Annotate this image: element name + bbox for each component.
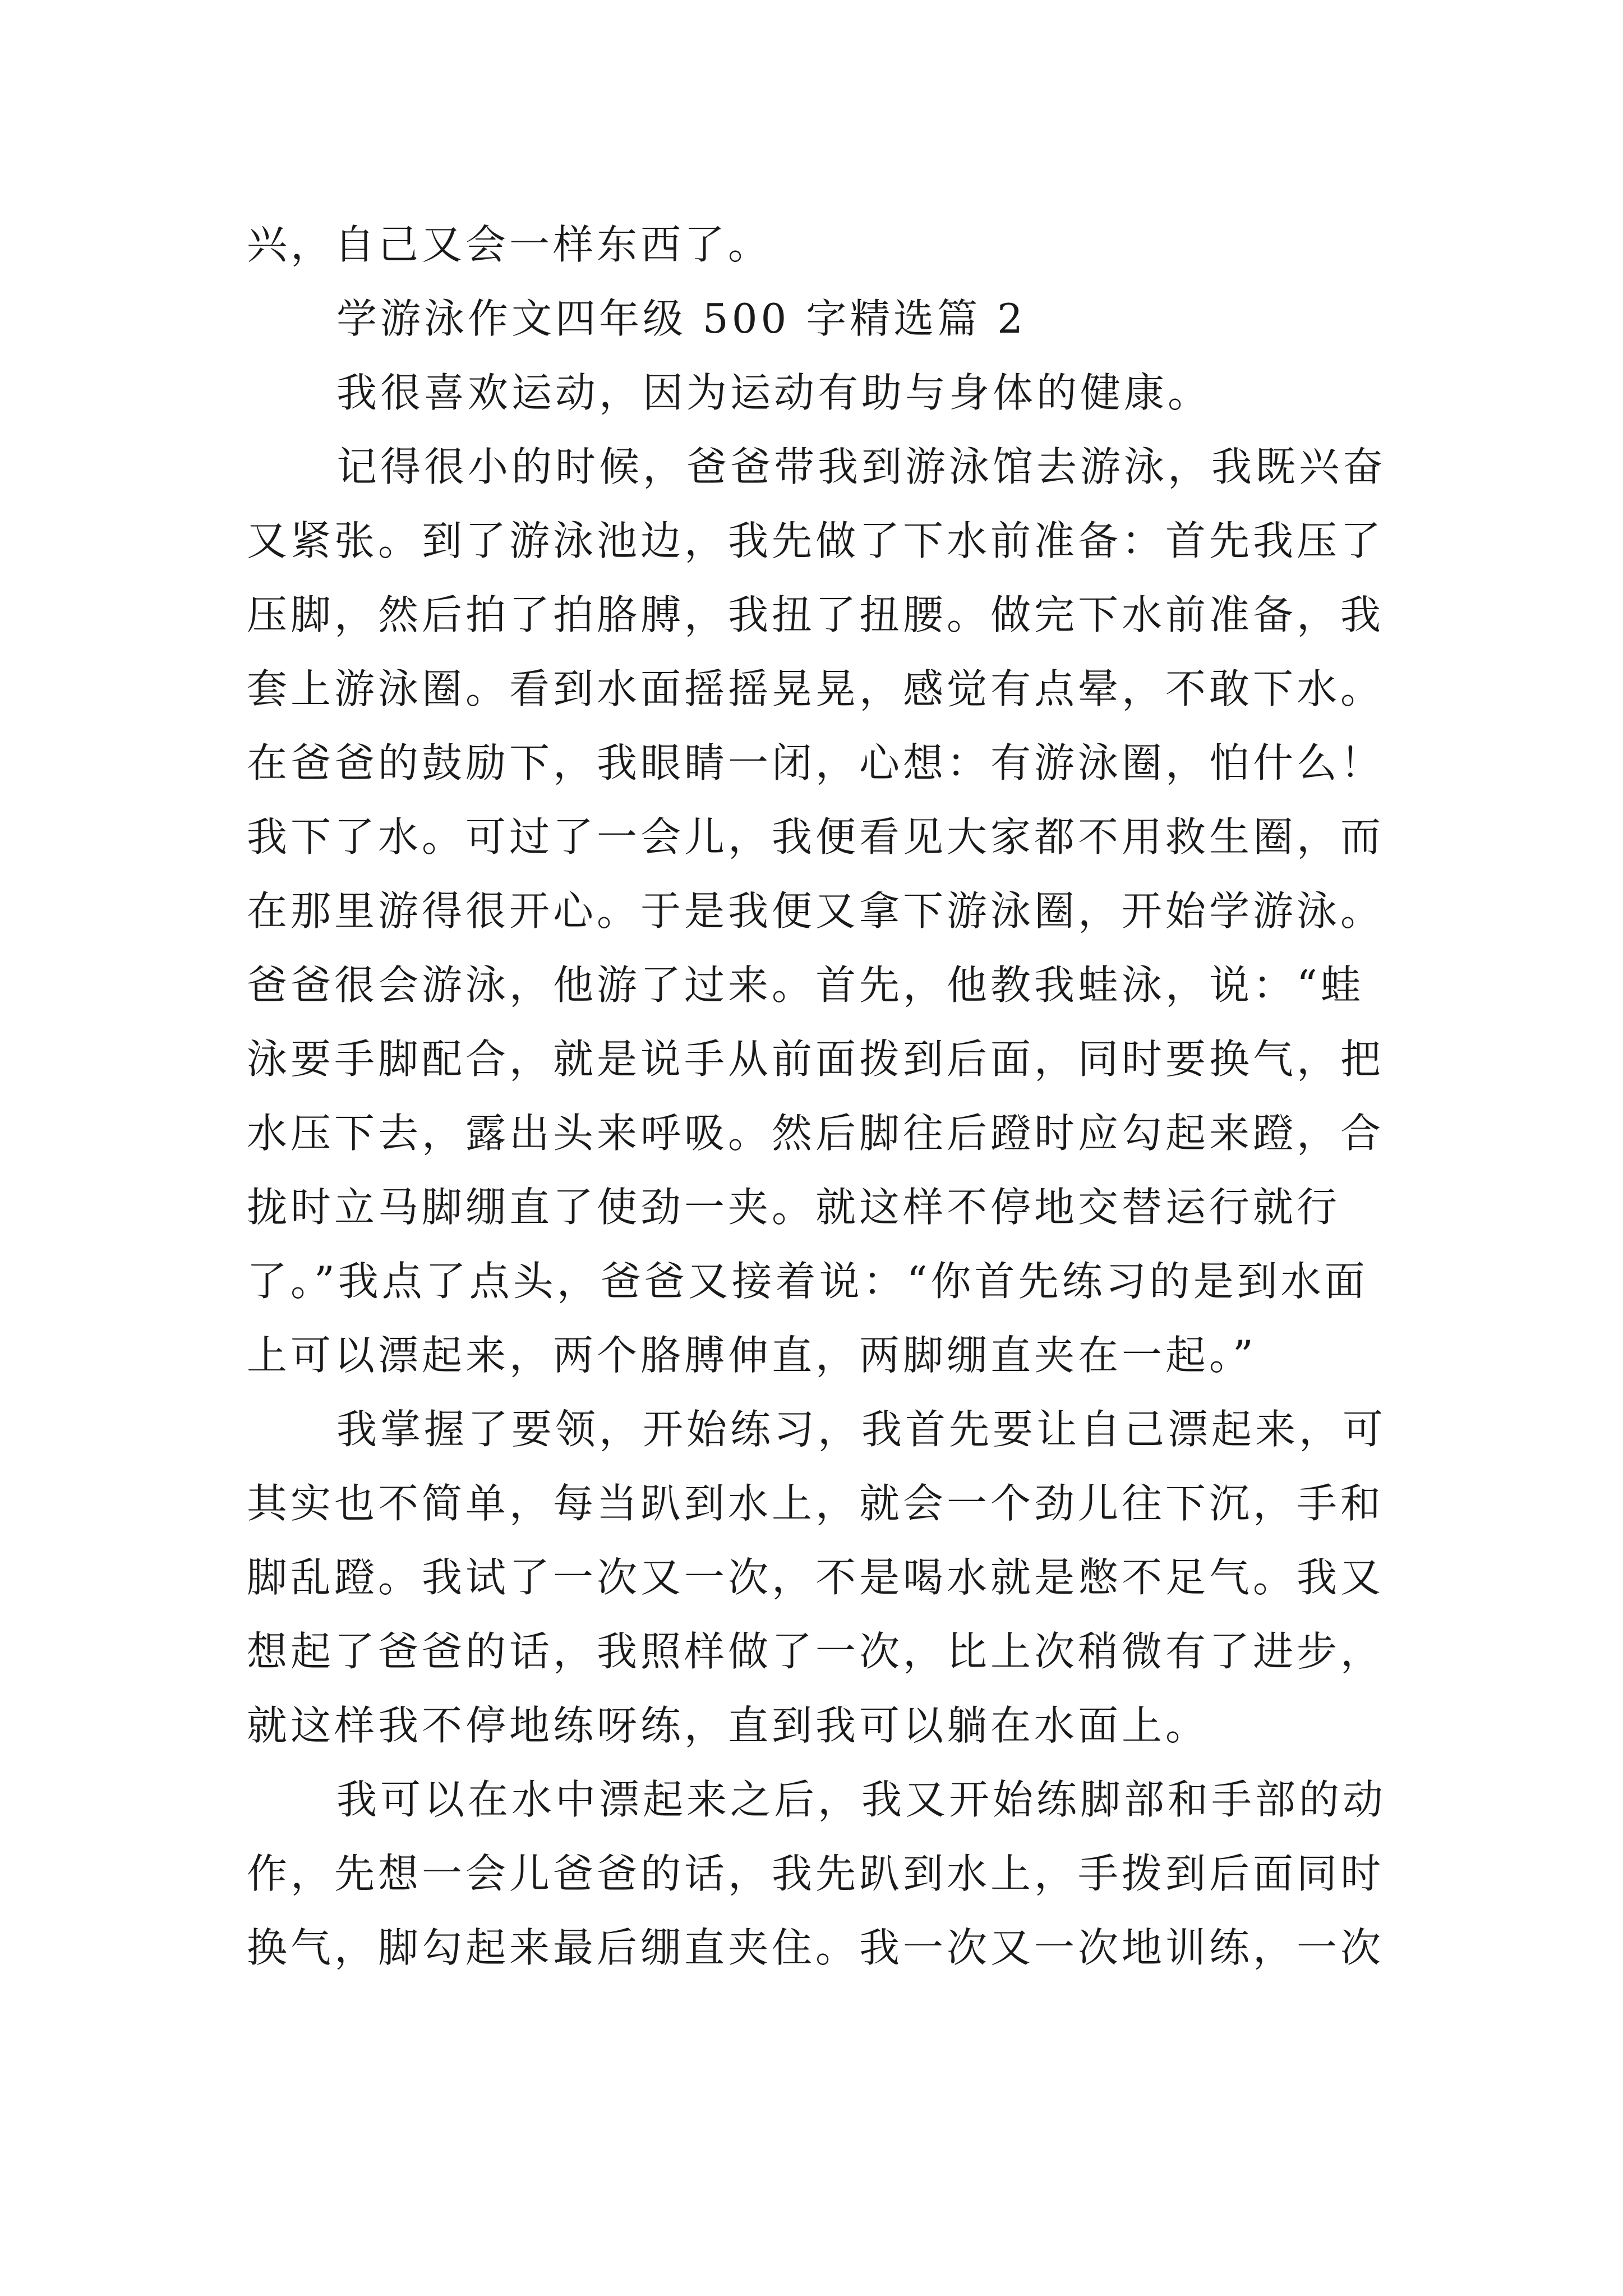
text-line: 水压下去，露出头来呼吸。然后脚往后蹬时应勾起来蹬，合 bbox=[247, 1110, 1385, 1157]
section-heading: 学游泳作文四年级 500 字精选篇 2 bbox=[336, 295, 1026, 342]
text-line: 爸爸很会游泳，他游了过来。首先，他教我蛙泳，说：“蛙 bbox=[247, 961, 1364, 1009]
text-line: 脚乱蹬。我试了一次又一次，不是喝水就是憋不足气。我又 bbox=[247, 1554, 1385, 1601]
text-line: 套上游泳圈。看到水面摇摇晃晃，感觉有点晕，不敢下水。 bbox=[247, 665, 1385, 712]
text-line: 泳要手脚配合，就是说手从前面拨到后面，同时要换气，把 bbox=[247, 1036, 1385, 1083]
essay-body bbox=[247, 208, 1402, 1985]
text-line: 在那里游得很开心。于是我便又拿下游泳圈，开始学游泳。 bbox=[247, 887, 1385, 935]
text-line: 我可以在水中漂起来之后，我又开始练脚部和手部的动 bbox=[336, 1776, 1387, 1823]
text-line: 了。”我点了点头，爸爸又接着说：“你首先练习的是到水面 bbox=[247, 1258, 1368, 1305]
text-line: 记得很小的时候，爸爸带我到游泳馆去游泳，我既兴奋 bbox=[336, 443, 1387, 490]
text-line: 就这样我不停地练呀练，直到我可以躺在水面上。 bbox=[247, 1702, 1210, 1749]
text-line: 其实也不简单，每当趴到水上，就会一个劲儿往下沉，手和 bbox=[247, 1480, 1385, 1527]
text-line: 换气，脚勾起来最后绷直夹住。我一次又一次地训练，一次 bbox=[247, 1924, 1385, 1971]
text-line: 又紧张。到了游泳池边，我先做了下水前准备：首先我压了 bbox=[247, 517, 1385, 564]
text-line: 想起了爸爸的话，我照样做了一次，比上次稍微有了进步， bbox=[247, 1628, 1385, 1675]
text-line: 拢时立马脚绷直了使劲一夹。就这样不停地交替运行就行 bbox=[247, 1184, 1341, 1231]
text-line: 我掌握了要领，开始练习，我首先要让自己漂起来，可 bbox=[336, 1406, 1387, 1453]
text-line: 作，先想一会儿爸爸的话，我先趴到水上，手拨到后面同时 bbox=[247, 1850, 1385, 1897]
text-line: 我很喜欢运动，因为运动有助与身体的健康。 bbox=[336, 369, 1212, 416]
text-line: 兴，自己又会一样东西了。 bbox=[247, 221, 772, 268]
text-line: 上可以漂起来，两个胳膊伸直，两脚绷直夹在一起。” bbox=[247, 1332, 1257, 1379]
text-line: 在爸爸的鼓励下，我眼睛一闭，心想：有游泳圈，怕什么！ bbox=[247, 739, 1385, 786]
text-line: 我下了水。可过了一会儿，我便看见大家都不用救生圈，而 bbox=[247, 813, 1385, 861]
text-line: 压脚，然后拍了拍胳膊，我扭了扭腰。做完下水前准备，我 bbox=[247, 591, 1385, 638]
